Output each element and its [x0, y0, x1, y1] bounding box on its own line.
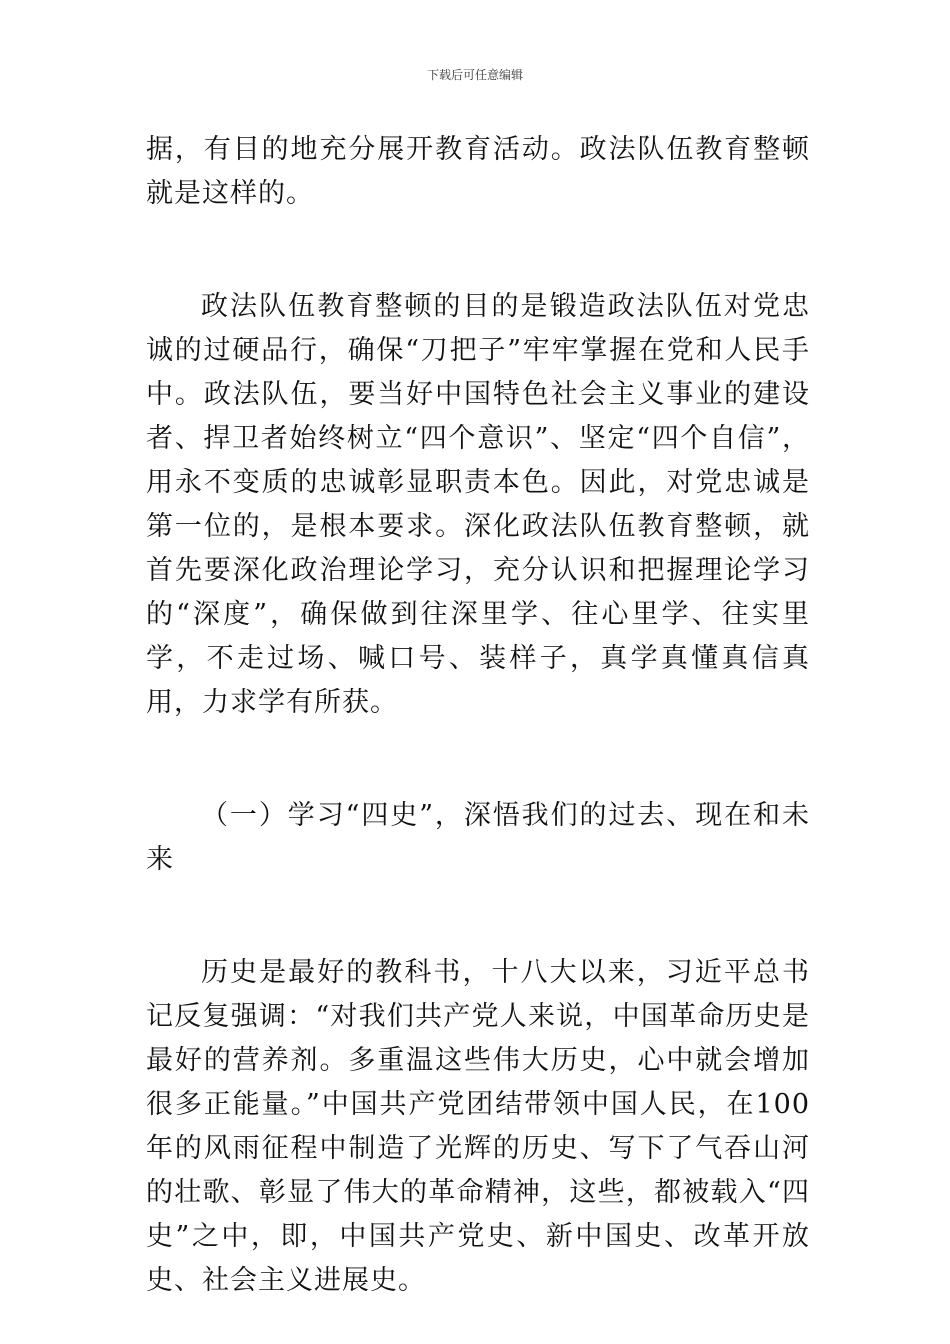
page-header: 下载后可任意编辑: [426, 68, 523, 82]
document-body: [146, 128, 810, 1303]
paragraph-purpose: 政法队伍教育整顿的目的是锻造政法队伍对党忠诚的过硬品行，确保“刀把子”牢牢掌握在党和人民手中。政法队伍，要当好中国特色社会主义事业的建设者、捍卫者始终树立“四个意识”、坚定“四个自信”，用永不变质的忠诚彰显职责本色。因此，对党忠诚是第一位的，是根本要求。深化政法队伍教育整顿，就首先要深化政治理论学习，充分认识和把握理论学习的“深度”，确保做到往深里学、往心里学、往实里学，不走过场、喊口号、装样子，真学真懂真信真用，力求学有所获。: [146, 291, 810, 718]
paragraph-history: 历史是最好的教科书，十八大以来，习近平总书记反复强调：“对我们共产党人来说，中国革命历史是最好的营养剂。多重温这些伟大历史，心中就会增加很多正能量。”中国共产党团结带领中国人民，在100年的风雨征程中制造了光辉的历史、写下了气吞山河的壮歌、彰显了伟大的革命精神，这些，都被载入“四史”之中，即，中国共产党史、新中国史、改革开放史、社会主义进展史。: [146, 957, 810, 1296]
section-heading: （一）学习“四史”，深悟我们的过去、现在和未来: [146, 800, 810, 875]
paragraph-continuation: 据，有目的地充分展开教育活动。政法队伍教育整顿就是这样的。: [146, 134, 810, 209]
